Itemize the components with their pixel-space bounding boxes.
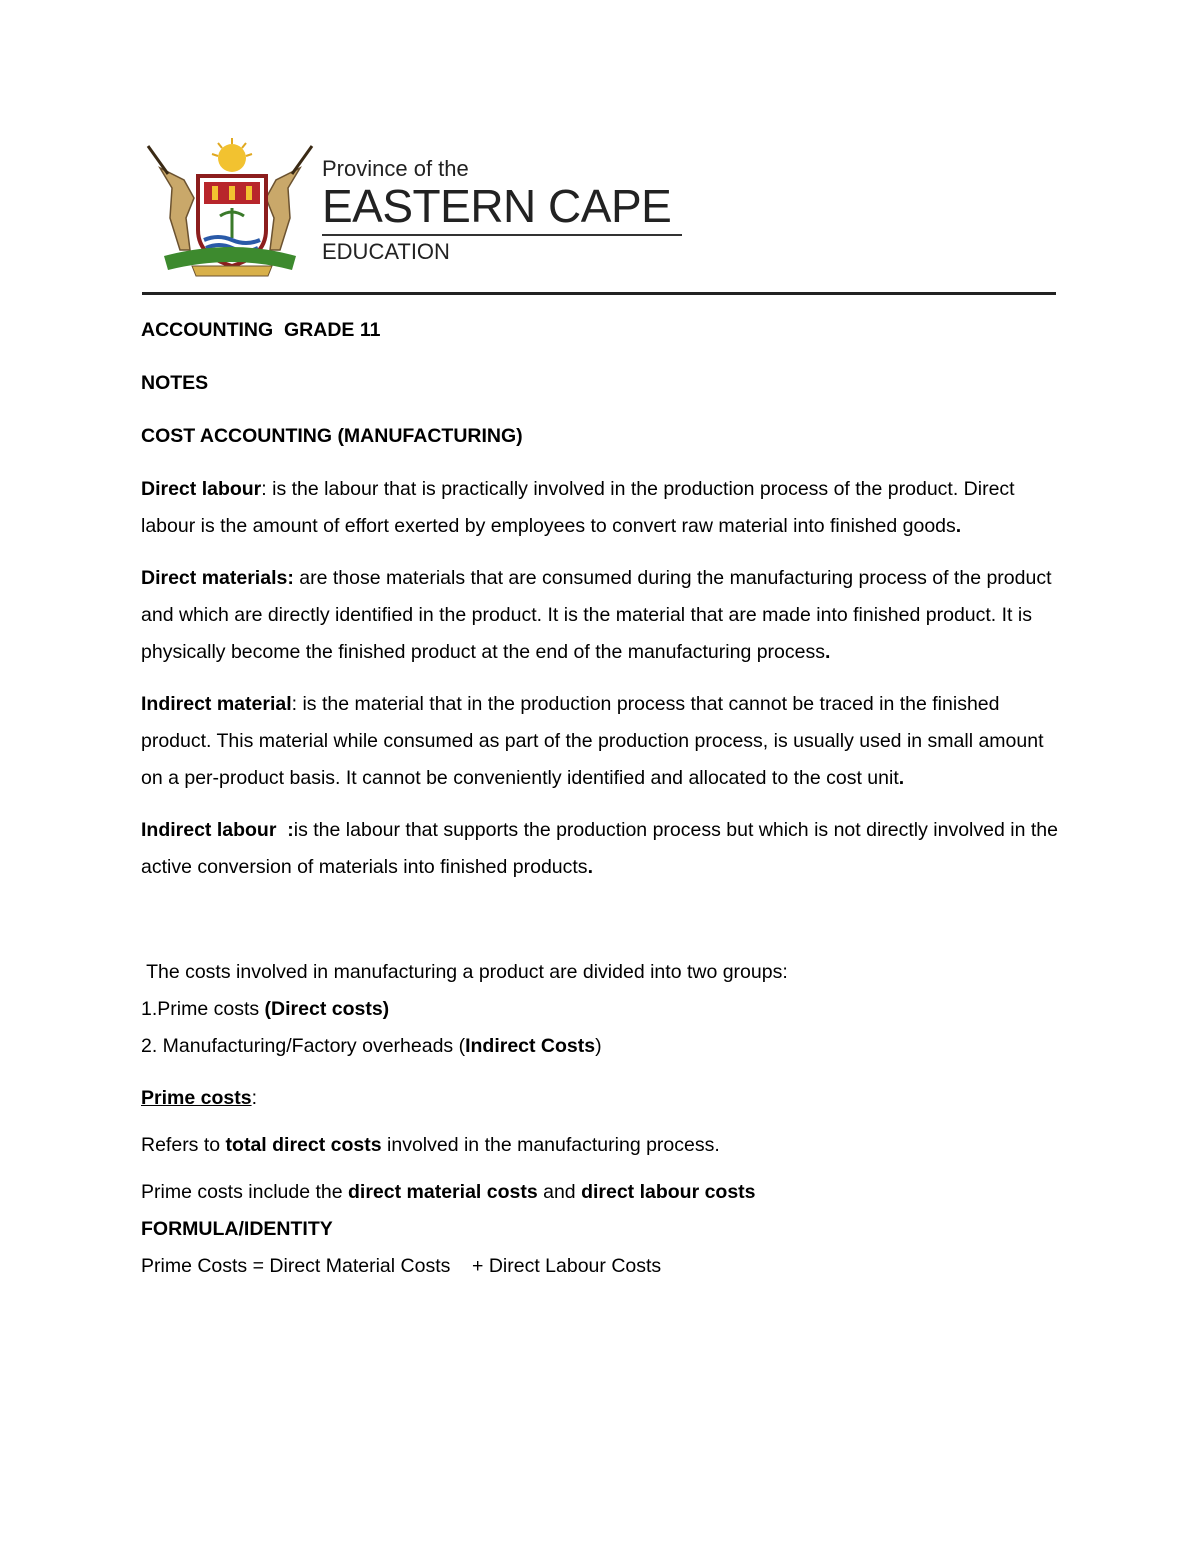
notes-label: NOTES bbox=[141, 372, 209, 394]
indirect-material-paragraph bbox=[141, 686, 1061, 797]
direct-labour-term: Direct labour bbox=[141, 478, 262, 500]
cost-groups-intro: The costs involved in manufacturing a product are divided into two groups: bbox=[141, 961, 788, 983]
document-title: ACCOUNTING GRADE 11 bbox=[141, 319, 381, 341]
direct-materials-definition: are those materials that are consumed during the manufacturing process of the product and which are directly identified in the product. It is the material that are made into finished product. It is physically become the finished product at the end of the manufacturing process bbox=[141, 567, 1052, 663]
header-rule bbox=[142, 292, 1056, 295]
indirect-material-definition: : is the material that in the production process that cannot be traced in the finished product. This material while consumed as part of the production process, is usually used in small amount on a per-product basis. It cannot be conveniently identified and allocated to the cost unit bbox=[141, 693, 1044, 789]
cost-group-item-2 bbox=[141, 1028, 1061, 1065]
item1-text: 1.Prime costs bbox=[141, 998, 265, 1020]
item2-close: ) bbox=[595, 1035, 602, 1057]
indirect-labour-paragraph bbox=[141, 812, 1061, 886]
indirect-material-term: Indirect material bbox=[141, 693, 292, 715]
section-heading: COST ACCOUNTING (MANUFACTURING) bbox=[141, 425, 523, 447]
include-and: and bbox=[537, 1181, 582, 1203]
cost-group-item-1 bbox=[141, 991, 1061, 1028]
document-body bbox=[141, 316, 1061, 1285]
department-wordmark bbox=[322, 156, 682, 266]
item2-bold: Indirect Costs bbox=[465, 1035, 596, 1057]
prime-costs-heading: Prime costs bbox=[141, 1087, 252, 1109]
period: . bbox=[825, 641, 831, 663]
eastern-cape-coat-of-arms bbox=[142, 138, 318, 280]
colon: : bbox=[251, 1087, 257, 1109]
period: . bbox=[587, 856, 593, 878]
refers-text: Refers to bbox=[141, 1134, 226, 1156]
logo-education-text: EDUCATION bbox=[322, 239, 450, 264]
logo-eastern-cape-text: EASTERN CAPE bbox=[322, 180, 672, 232]
prime-costs-heading-line bbox=[141, 1080, 1061, 1117]
item2-text: 2. Manufacturing/Factory overheads ( bbox=[141, 1035, 466, 1057]
formula-text: Prime Costs = Direct Material Costs + Direct Labour Costs bbox=[141, 1255, 662, 1277]
refers-tail: involved in the manufacturing process. bbox=[381, 1134, 720, 1156]
indirect-labour-term: Indirect labour : bbox=[141, 819, 294, 841]
item1-bold: (Direct costs) bbox=[264, 998, 390, 1020]
direct-materials-term: Direct materials: bbox=[141, 567, 294, 589]
include-bold-2: direct labour costs bbox=[581, 1181, 756, 1203]
refers-bold: total direct costs bbox=[225, 1134, 382, 1156]
logo-divider bbox=[322, 234, 682, 236]
prime-costs-refers bbox=[141, 1127, 1061, 1164]
include-text: Prime costs include the bbox=[141, 1181, 349, 1203]
period: . bbox=[955, 515, 962, 537]
direct-materials-paragraph bbox=[141, 560, 1061, 671]
indirect-labour-definition: is the labour that supports the production process but which is not directly involved in the active conversion of materials into finished products bbox=[141, 819, 1058, 878]
period: . bbox=[898, 767, 905, 789]
direct-labour-paragraph bbox=[141, 471, 1061, 545]
include-bold-1: direct material costs bbox=[348, 1181, 538, 1203]
logo-province-text: Province of the bbox=[322, 156, 469, 181]
direct-labour-definition: : is the labour that is practically involved in the production process of the product. Direct labour is the amount of effort exerted by employees to convert raw material into finished goods bbox=[141, 478, 1015, 537]
prime-costs-include bbox=[141, 1174, 1061, 1211]
formula-heading: FORMULA/IDENTITY bbox=[141, 1218, 333, 1240]
letterhead bbox=[142, 138, 702, 280]
